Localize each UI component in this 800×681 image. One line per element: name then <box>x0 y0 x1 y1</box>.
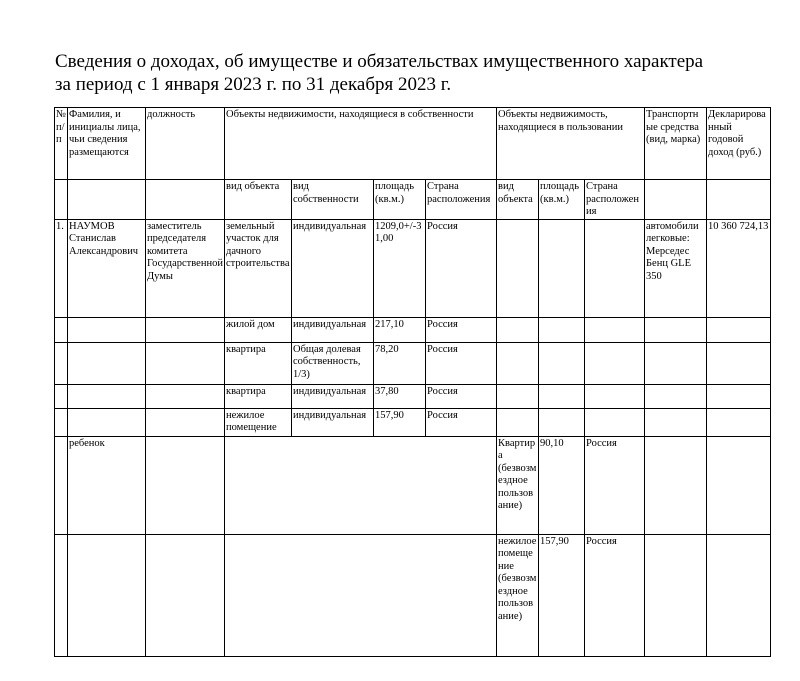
subheader-empty <box>55 180 68 220</box>
owned-area: 157,90 <box>374 408 426 436</box>
title-line-1: Сведения о доходах, об имуществе и обязательствах имущественного характера <box>55 51 704 72</box>
row-num: 1. <box>55 219 68 317</box>
header-position: должность <box>146 108 225 180</box>
header-name: Фамилия, и инициалы лица, чьи сведения размещаются <box>68 108 146 180</box>
subheader-row <box>55 180 771 220</box>
header-transport: Транспортные средства (вид, марка) <box>645 108 707 180</box>
subheader-used-country: Страна расположения <box>585 180 645 220</box>
person-income: 10 360 724,13 <box>707 219 771 317</box>
table-row <box>55 317 771 342</box>
owned-country: Россия <box>426 342 497 384</box>
used-country: Россия <box>585 436 645 534</box>
owned-type: земельный участок для дачного строительства <box>225 219 292 317</box>
owned-type: квартира <box>225 342 292 384</box>
owned-area: 217,10 <box>374 317 426 342</box>
owned-country: Россия <box>426 317 497 342</box>
subheader-owned-type: вид объекта <box>225 180 292 220</box>
title-line-2: за период с 1 января 2023 г. по 31 декабря 2023 г. <box>55 74 452 95</box>
owned-ownership: Общая долевая собственность, 1/3) <box>292 342 374 384</box>
child-name: ребенок <box>68 436 146 534</box>
header-income: Декларированный годовой доход (руб.) <box>707 108 771 180</box>
owned-area: 37,80 <box>374 384 426 408</box>
subheader-owned-country: Страна расположения <box>426 180 497 220</box>
table-row <box>55 219 771 317</box>
header-row <box>55 108 771 180</box>
table-row <box>55 342 771 384</box>
owned-country: Россия <box>426 384 497 408</box>
owned-ownership: индивидуальная <box>292 384 374 408</box>
owned-ownership: индивидуальная <box>292 408 374 436</box>
used-area: 90,10 <box>539 436 585 534</box>
owned-type: жилой дом <box>225 317 292 342</box>
subheader-empty <box>645 180 707 220</box>
used-country: Россия <box>585 534 645 656</box>
page-title <box>55 50 775 96</box>
subheader-empty <box>707 180 771 220</box>
owned-area: 78,20 <box>374 342 426 384</box>
person-transport: автомобили легковые: Мерседес Бенц GLE 350 <box>645 219 707 317</box>
owned-ownership: индивидуальная <box>292 219 374 317</box>
owned-type: нежилое помещение <box>225 408 292 436</box>
header-owned-property: Объекты недвижимости, находящиеся в собственности <box>225 108 497 180</box>
used-type <box>497 219 539 317</box>
declaration-table <box>54 107 771 657</box>
header-used-property: Объекты недвижимость, находящиеся в пользовании <box>497 108 645 180</box>
person-position: заместитель председателя комитета Государственной Думы <box>146 219 225 317</box>
used-country <box>585 219 645 317</box>
subheader-empty <box>68 180 146 220</box>
owned-country: Россия <box>426 219 497 317</box>
table-row <box>55 534 771 656</box>
used-type: нежилое помещение (безвозмездное пользование) <box>497 534 539 656</box>
table-row <box>55 384 771 408</box>
subheader-used-type: вид объекта <box>497 180 539 220</box>
subheader-owned-area: площадь (кв.м.) <box>374 180 426 220</box>
subheader-empty <box>146 180 225 220</box>
owned-ownership: индивидуальная <box>292 317 374 342</box>
owned-country: Россия <box>426 408 497 436</box>
owned-area: 1209,0+/-31,00 <box>374 219 426 317</box>
table-row <box>55 436 771 534</box>
person-name: НАУМОВ Станислав Александрович <box>68 219 146 317</box>
subheader-used-area: площадь (кв.м.) <box>539 180 585 220</box>
owned-type: квартира <box>225 384 292 408</box>
subheader-owned-ownership: вид собственности <box>292 180 374 220</box>
used-area <box>539 219 585 317</box>
table-row <box>55 408 771 436</box>
used-area: 157,90 <box>539 534 585 656</box>
header-num: № п/п <box>55 108 68 180</box>
used-type: Квартира (безвозмездное пользование) <box>497 436 539 534</box>
